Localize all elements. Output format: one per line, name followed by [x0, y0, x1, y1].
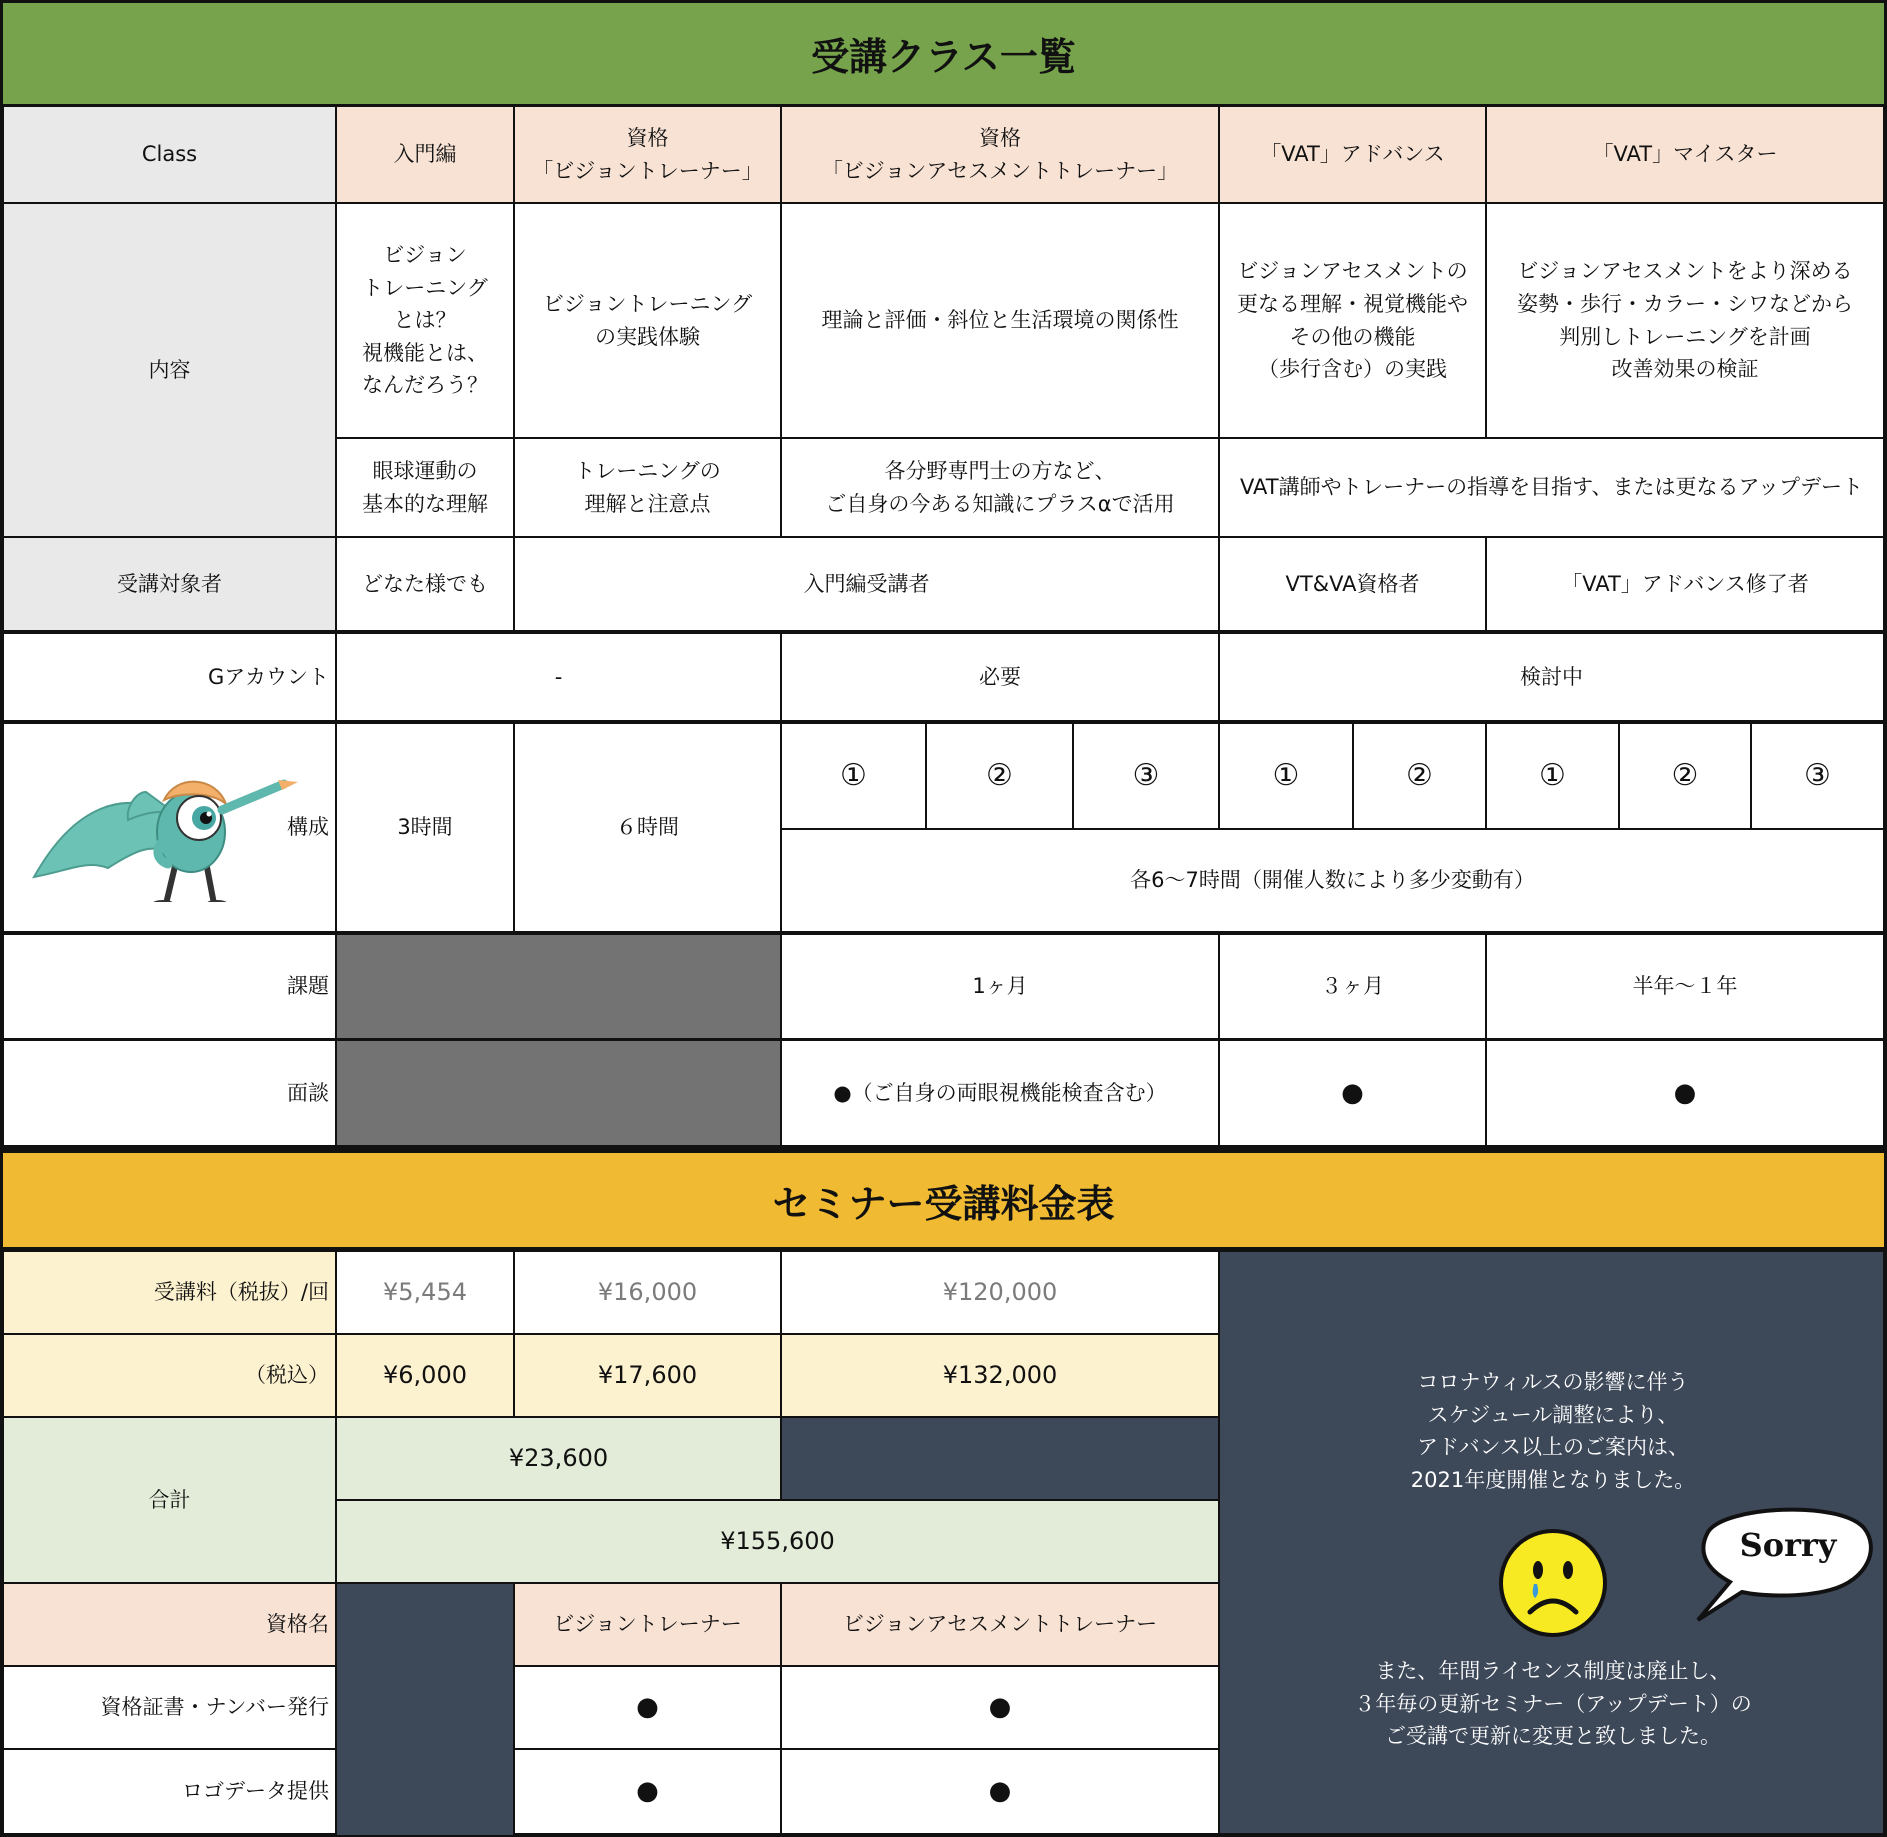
content-vat-sub: 各分野専門士の方など、 ご自身の今ある知識にプラスαで活用 [782, 439, 1218, 536]
structure-vt: ６時間 [515, 724, 780, 931]
certificate-vat: ● [782, 1667, 1218, 1748]
interview-vat: ●（ご自身の両眼視機能検査含む） [782, 1041, 1218, 1145]
fee-incl-vat: ¥132,000 [782, 1335, 1218, 1416]
sad-face-icon [1498, 1528, 1608, 1638]
qualification-vt: ビジョントレーナー [515, 1584, 780, 1665]
fee-incl-vt: ¥17,600 [515, 1335, 780, 1416]
logo-data-vat: ● [782, 1750, 1218, 1833]
total-all: ¥155,600 [337, 1501, 1218, 1582]
structure-intro: 3時間 [337, 724, 513, 931]
class-header-vt: 資格 「ビジョントレーナー」 [515, 107, 780, 202]
total-label: 合計 [4, 1418, 335, 1582]
content-meister: ビジョンアセスメントをより深める 姿勢・歩行・カラー・シワなどから 判別しトレーニングを計画 改善効果の検証 [1487, 204, 1883, 437]
content-intro-sub: 眼球運動の 基本的な理解 [337, 439, 513, 536]
fee-excl-intro: ¥5,454 [337, 1252, 513, 1333]
certificate-vt: ● [515, 1667, 780, 1748]
interview-label: 面談 [4, 1041, 335, 1145]
class-list-title [0, 0, 1887, 107]
target-meister: 「VAT」アドバンス修了者 [1487, 538, 1883, 630]
interview-not-applicable [337, 1041, 780, 1145]
class-header-label: Class [4, 107, 335, 202]
fee-excl-vt: ¥16,000 [515, 1252, 780, 1333]
assignment-advance: ３ヶ月 [1220, 935, 1485, 1038]
target-vt-vat: 入門編受講者 [515, 538, 1218, 630]
notice-text-primary: コロナウィルスの影響に伴う スケジュール調整により、 アドバンス以上のご案内は、 2021年度開催となりました。 [1410, 1370, 1696, 1492]
g-account-advance-meister: 検討中 [1220, 634, 1883, 720]
structure-advance-part-1: ① [1220, 724, 1352, 828]
content-advance: ビジョンアセスメントの 更なる理解・視覚機能や その他の機能 （歩行含む）の実践 [1220, 204, 1485, 437]
qualification-vat: ビジョンアセスメントトレーナー [782, 1584, 1218, 1665]
assignment-not-applicable [337, 935, 780, 1038]
assignment-label: 課題 [4, 935, 335, 1038]
content-vat: 理論と評価・斜位と生活環境の関係性 [782, 204, 1218, 437]
content-vt-sub: トレーニングの 理解と注意点 [515, 439, 780, 536]
class-header-advance: 「VAT」アドバンス [1220, 107, 1485, 202]
class-list-title-text: 受講クラス一覧 [811, 35, 1076, 79]
structure-advance-part-2: ② [1354, 724, 1485, 828]
structure-vat-part-1: ① [782, 724, 925, 828]
logo-data-vt: ● [515, 1750, 780, 1833]
structure-meister-part-3: ③ [1752, 724, 1883, 828]
content-label: 内容 [4, 204, 335, 536]
target-label: 受講対象者 [4, 538, 335, 630]
qualification-label: 資格名 [4, 1584, 335, 1665]
logo-data-label: ロゴデータ提供 [4, 1750, 335, 1833]
interview-meister: ● [1487, 1041, 1883, 1145]
structure-label [4, 724, 335, 931]
class-header-meister: 「VAT」マイスター [1487, 107, 1883, 202]
content-intro: ビジョン トレーニング とは？ 視機能とは、 なんだろう？ [337, 204, 513, 437]
seminar-fee-title [0, 1150, 1887, 1250]
class-table [0, 107, 1887, 1152]
speech-bubble-text: Sorry [1739, 1526, 1837, 1564]
assignment-vat: 1ヶ月 [782, 935, 1218, 1038]
g-account-label: Gアカウント [4, 634, 335, 720]
eye-superhero-mascot-icon [16, 752, 306, 902]
g-account-intro-vt: - [337, 634, 780, 720]
certificate-label: 資格証書・ナンバー発行 [4, 1667, 335, 1748]
speech-bubble-icon [1690, 1502, 1876, 1622]
class-header-vat: 資格 「ビジョンアセスメントトレーナー」 [782, 107, 1218, 202]
total-intro-vt: ¥23,600 [337, 1418, 780, 1499]
seminar-fee-title-text: セミナー受講料金表 [772, 1181, 1115, 1226]
structure-label-text: 構成 [287, 815, 329, 840]
fee-incl-intro: ¥6,000 [337, 1335, 513, 1416]
fee-excl-vat: ¥120,000 [782, 1252, 1218, 1333]
qualification-intro-filler [337, 1584, 513, 1835]
structure-meister-part-1: ① [1487, 724, 1618, 828]
content-advance-meister-sub: VAT講師やトレーナーの指導を目指す、または更なるアップデート [1220, 439, 1883, 536]
structure-duration: 各6〜7時間（開催人数により多少変動有） [782, 830, 1883, 931]
total-dark-filler [782, 1418, 1218, 1499]
class-header-intro: 入門編 [337, 107, 513, 202]
fee-incl-label: （税込） [4, 1335, 335, 1416]
structure-vat-part-3: ③ [1074, 724, 1218, 828]
fee-excl-label: 受講料（税抜）/回 [4, 1252, 335, 1333]
g-account-vat: 必要 [782, 634, 1218, 720]
structure-meister-part-2: ② [1620, 724, 1750, 828]
target-intro: どなた様でも [337, 538, 513, 630]
notice-text-secondary: また、年間ライセンス制度は廃止し、 ３年毎の更新セミナー（アップデート）の ご受講で更新に変更と致しました。 [1354, 1659, 1752, 1749]
interview-advance: ● [1220, 1041, 1485, 1145]
assignment-meister: 半年〜１年 [1487, 935, 1883, 1038]
structure-vat-part-2: ② [927, 724, 1072, 828]
target-advance: VT&VA資格者 [1220, 538, 1485, 630]
content-vt: ビジョントレーニング の実践体験 [515, 204, 780, 437]
